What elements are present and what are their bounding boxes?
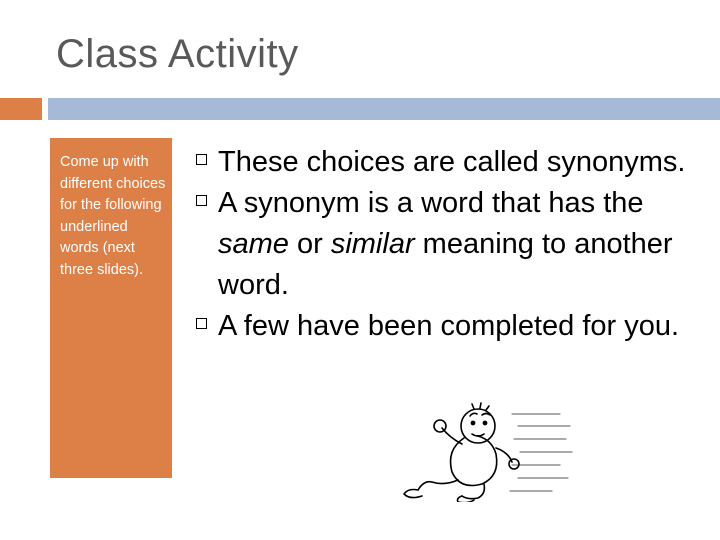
bullet-item-2 (196, 183, 706, 306)
title-rule-bar (48, 98, 720, 120)
bullet-list (196, 142, 706, 347)
title-rule-accent (0, 98, 42, 120)
bullet-item-1 (196, 142, 706, 183)
slide-title: Class Activity (56, 32, 299, 76)
sidebar-text: Come up with different choices for the following underlined words (next three slides). (60, 154, 166, 278)
hollow-square-bullet-icon (196, 195, 207, 206)
emphasis-same: same (218, 228, 289, 260)
bullet-text-2-part-1: A synonym is a word that has the (218, 187, 644, 219)
hollow-square-bullet-icon (196, 154, 207, 165)
emphasis-similar: similar (330, 228, 415, 260)
bullet-item-3 (196, 306, 706, 347)
bullet-text-3: A few have been completed for you. (218, 310, 680, 342)
hollow-square-bullet-icon (196, 318, 207, 329)
bullet-text-2 (218, 187, 673, 301)
bullet-text-2-part-3: or (288, 228, 331, 260)
bullet-text-2-part-5: meaning to another word. (218, 228, 673, 301)
running-figure-clipart (400, 402, 580, 502)
bullet-text-1: These choices are called synonyms. (218, 146, 686, 178)
